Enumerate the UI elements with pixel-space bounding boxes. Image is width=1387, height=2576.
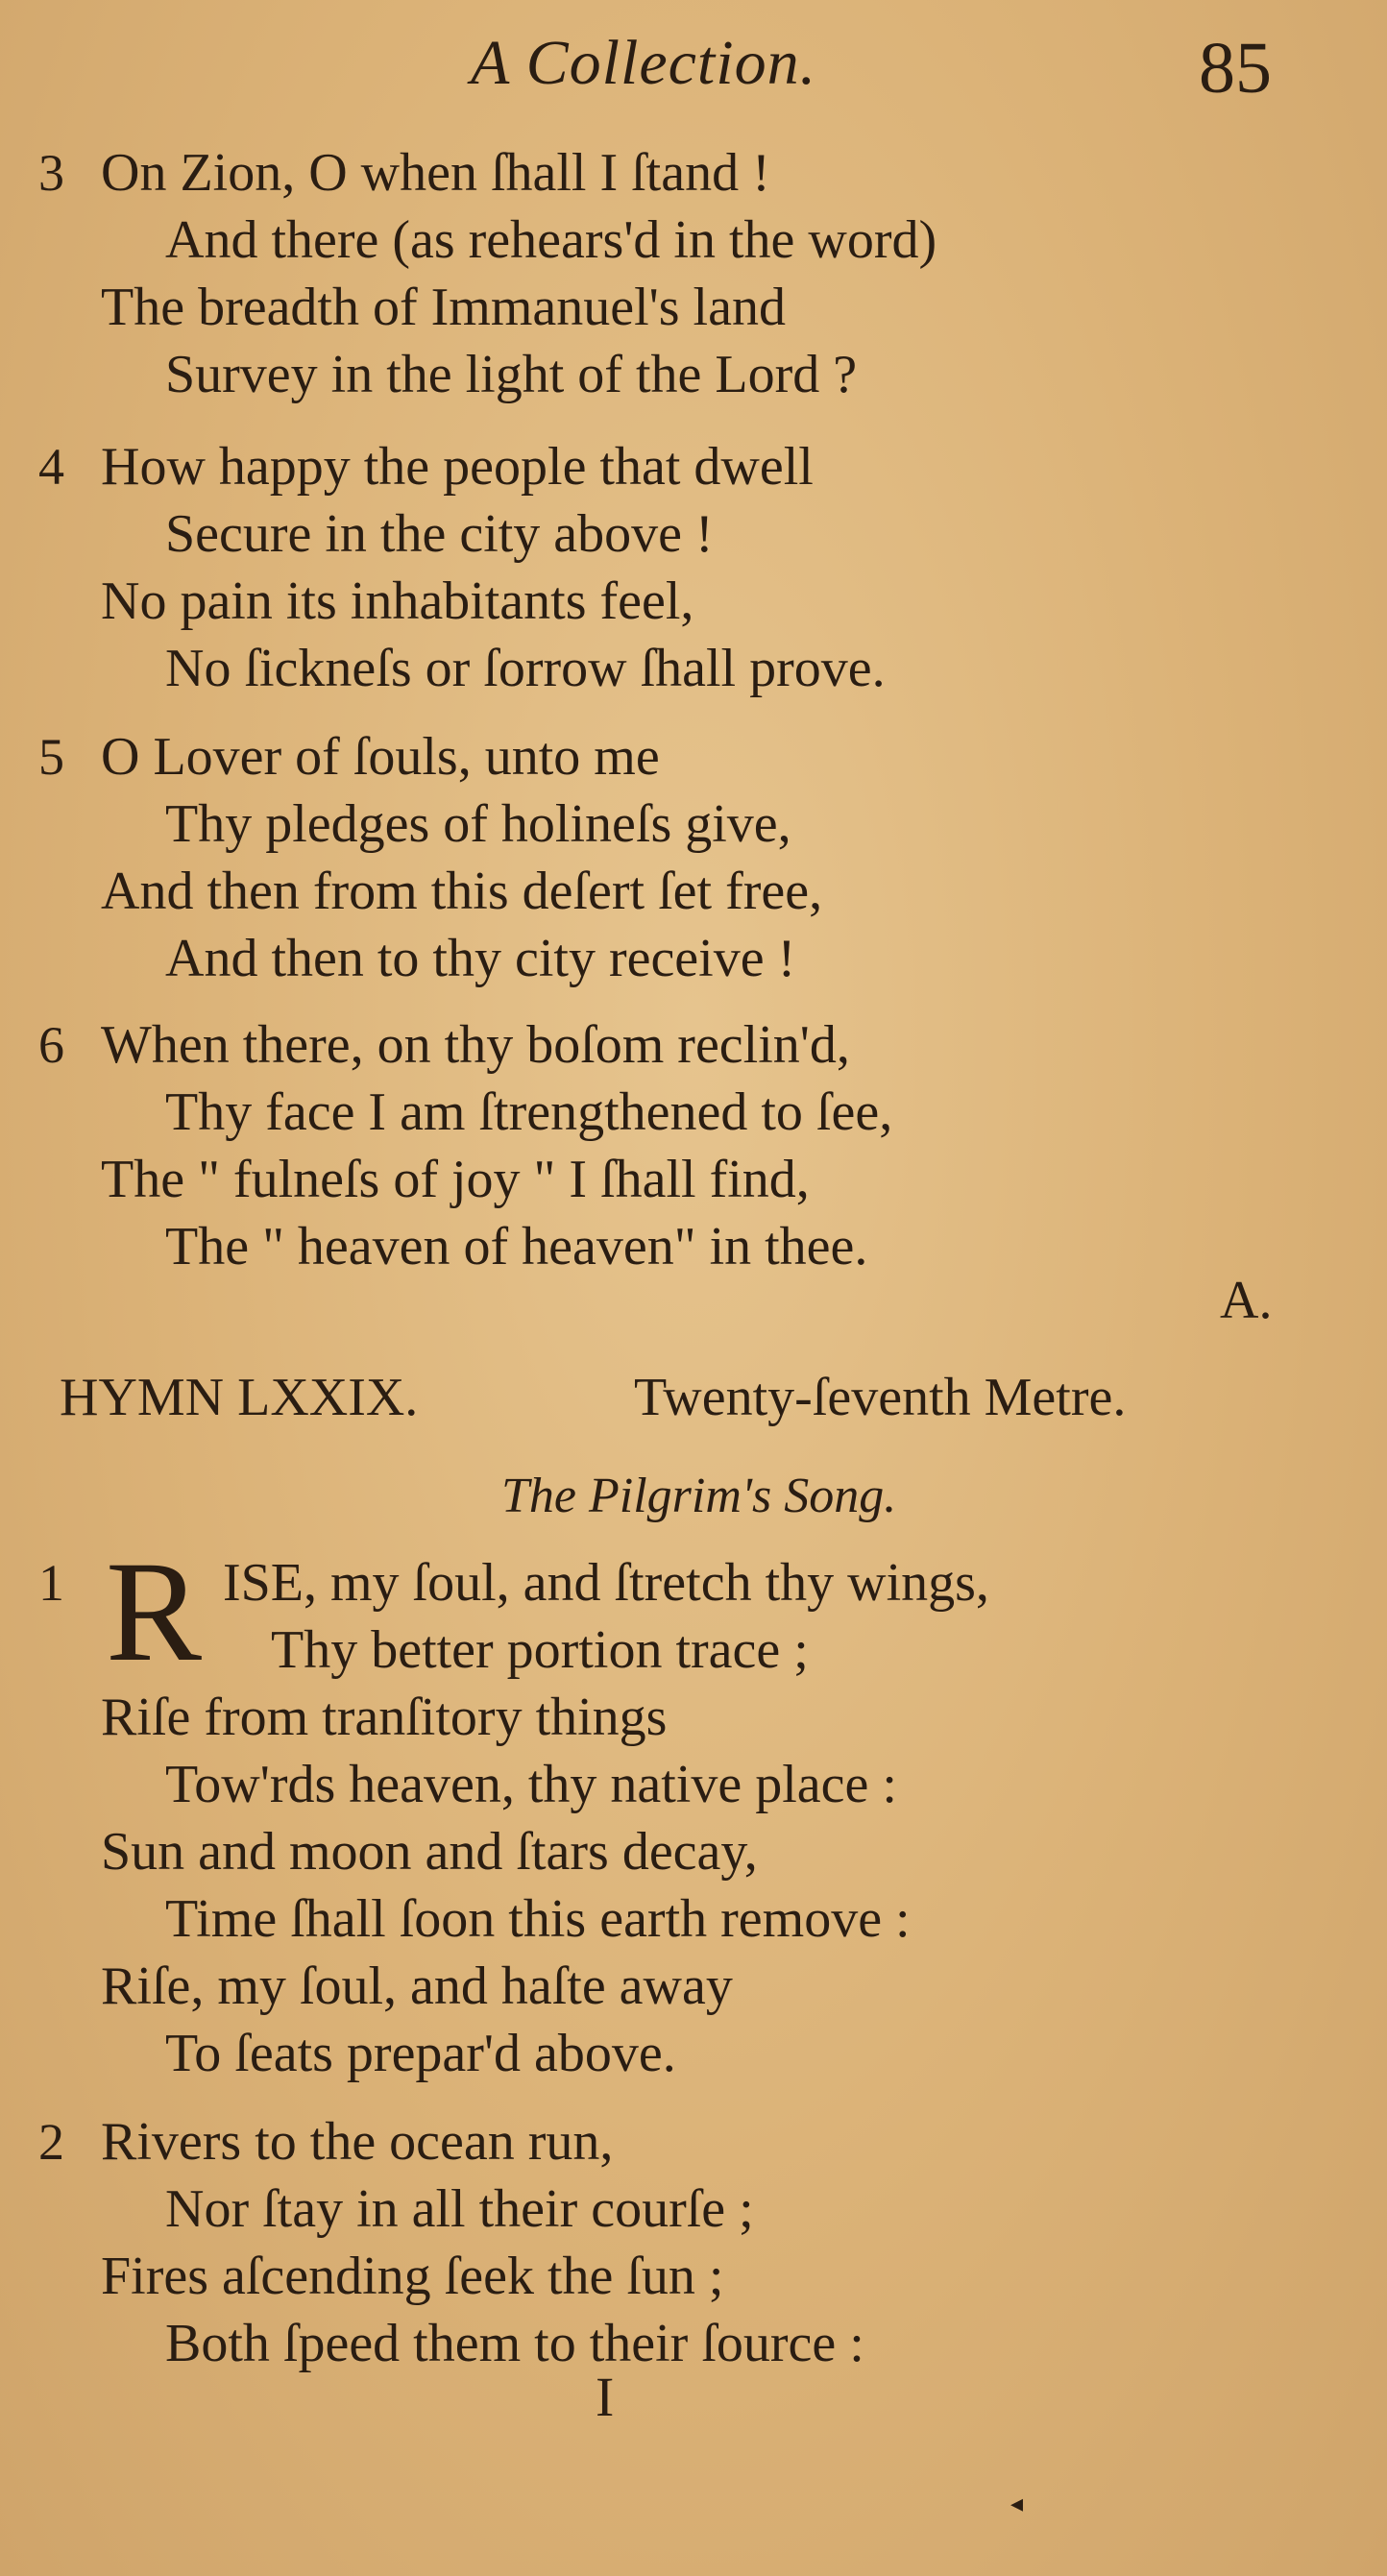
verse-line: When there, on thy boſom reclin'd, [101,1015,850,1075]
verse-line: No pain its inhabitants feel, [101,571,694,631]
verse-line: Thy face I am ſtrengthened to ſee, [165,1082,893,1142]
verse-line: Thy pledges of holineſs give, [165,794,791,854]
verse-line: Sun and moon and ſtars decay, [101,1822,758,1882]
hymn-heading [60,1364,1327,1431]
verse-line: And there (as rehears'd in the word) [165,210,937,270]
stanza-number: 2 [38,2113,64,2171]
page-number: 85 [1199,28,1272,109]
running-title: A Collection. [471,28,817,98]
verse-line: Riſe, my ſoul, and haſte away [101,1956,733,2016]
verse-line: The " fulneſs of joy " I ſhall find, [101,1150,810,1209]
verse-line: Rivers to the ocean run, [101,2112,614,2172]
verse-line: On Zion, O when ſhall I ſtand ! [101,143,770,203]
verse-line: Both ſpeed them to their ſource : [165,2314,864,2373]
verse-line: Survey in the light of the Lord ? [165,345,858,404]
hymn-subtitle: The Pilgrim's Song. [501,1469,897,1523]
verse-line: And then from this deſert ſet free, [101,862,823,921]
verse-line: No ſickneſs or ſorrow ſhall prove. [165,639,886,698]
ink-mark: ◂ [1010,2490,1024,2517]
verse-line: The " heaven of heaven" in thee. [165,1217,868,1276]
stanza-number: 1 [38,1554,64,1612]
verse-line: Secure in the city above ! [165,504,714,564]
verse-line: The breadth of Immanuel's land [101,278,786,337]
verse-line: Nor ſtay in all their courſe ; [165,2179,754,2239]
verse-line: Fires aſcending ſeek the ſun ; [101,2247,724,2306]
verse-line: Tow'rds heaven, thy native place : [165,1755,897,1814]
catchword: I [596,2366,615,2428]
stanza-number: 6 [38,1016,64,1074]
verse-line: Riſe from tranſitory things [101,1688,668,1747]
hymn-title: HYMN LXXIX. [60,1368,419,1427]
author-signature: A. [1220,1271,1273,1330]
stanza-number: 3 [38,144,64,202]
verse-line: And then to thy city receive ! [165,929,796,988]
stanza-number: 4 [38,438,64,496]
verse-line: O Lover of ſouls, unto me [101,727,660,787]
stanza-number: 5 [38,728,64,786]
verse-line: How happy the people that dwell [101,437,814,497]
hymn-metre: Twenty-ſeventh Metre. [634,1368,1127,1427]
verse-line: ISE, my ſoul, and ſtretch thy wings, [223,1553,989,1613]
verse-line: To ſeats prepar'd above. [165,2024,676,2083]
drop-cap: R [106,1532,203,1691]
verse-line: Thy better portion trace ; [271,1620,809,1680]
running-head [0,27,1387,133]
verse-line: Time ſhall ſoon this earth remove : [165,1889,911,1949]
